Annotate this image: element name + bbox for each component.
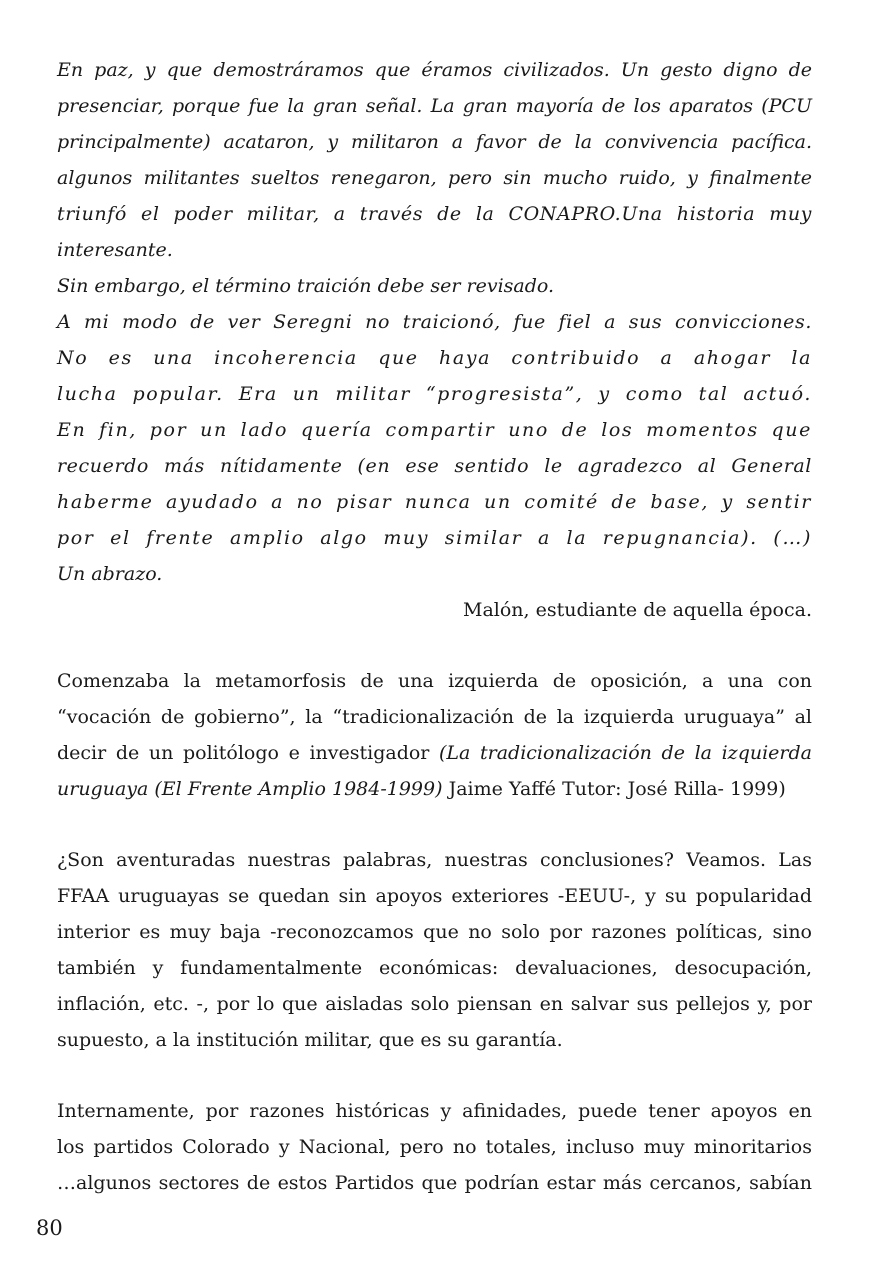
page-number: 80	[36, 1216, 63, 1240]
book-title: uruguaya (El Frente Amplio 1984-1999)	[57, 778, 443, 800]
paragraph-line	[57, 735, 812, 771]
quote-line: algunos militantes sueltos renegaron, pero sin mucho ruido, y finalmente	[57, 167, 812, 189]
quote-line: triunfó el poder militar, a través de la CONAPRO.Una historia muy	[57, 203, 812, 225]
quote-line: Un abrazo.	[57, 563, 163, 585]
quote-line: A mi modo de ver Seregni no traicionó, fue fiel a sus convicciones.	[57, 311, 812, 333]
paragraph-line: “vocación de gobierno”, la “tradicionalización de la izquierda uruguaya” al	[57, 706, 812, 728]
paragraph-2	[57, 842, 812, 1058]
paragraph-text: Jaime Yaffé Tutor: José Rilla- 1999)	[442, 778, 786, 800]
paragraph-1	[57, 663, 812, 807]
quote-line: haberme ayudado a no pisar nunca un comité de base, y sentir	[57, 491, 812, 513]
quote-line: En fin, por un lado quería compartir uno de los momentos que	[57, 419, 812, 441]
paragraph-text: decir de un politólogo e investigador	[57, 742, 440, 764]
paragraph-line: FFAA uruguayas se quedan sin apoyos exteriores -EEUU-, y su popularidad	[57, 885, 812, 907]
book-title: (La tradicionalización de la izquierda	[439, 742, 812, 764]
quote-line: presenciar, porque fue la gran señal. La gran mayoría de los aparatos (PCU	[57, 95, 812, 117]
quote-line: interesante.	[57, 239, 173, 261]
quote-line: recuerdo más nítidamente (en ese sentido le agradezco al General	[57, 455, 812, 477]
paragraph-line: …algunos sectores de estos Partidos que podrían estar más cercanos, sabían	[57, 1172, 812, 1194]
quote-signature: Malón, estudiante de aquella época.	[463, 599, 812, 621]
paragraph-line: inflación, etc. -, por lo que aisladas solo piensan en salvar sus pellejos y, por	[57, 993, 812, 1015]
quote-line: por el frente amplio algo muy similar a la repugnancia). (…)	[57, 527, 812, 549]
paragraph-gap	[57, 807, 812, 842]
paragraph-line: los partidos Colorado y Nacional, pero no totales, incluso muy minoritarios	[57, 1136, 812, 1158]
quote-line: En paz, y que demostráramos que éramos civilizados. Un gesto digno de	[57, 59, 812, 81]
quote-line: Sin embargo, el término traición debe ser revisado.	[57, 275, 555, 297]
page-body	[57, 52, 812, 1201]
paragraph-line: interior es muy baja -reconozcamos que no solo por razones políticas, sino	[57, 921, 812, 943]
quote-line: principalmente) acataron, y militaron a favor de la convivencia pacífica.	[57, 131, 812, 153]
paragraph-line: Internamente, por razones históricas y afinidades, puede tener apoyos en	[57, 1100, 812, 1122]
paragraph-line: Comenzaba la metamorfosis de una izquierda de oposición, a una con	[57, 670, 812, 692]
paragraph-line	[57, 771, 812, 807]
paragraph-line: supuesto, a la institución militar, que es su garantía.	[57, 1029, 563, 1051]
paragraph-line: ¿Son aventuradas nuestras palabras, nuestras conclusiones? Veamos. Las	[57, 849, 812, 871]
quote-line: lucha popular. Era un militar “progresista”, y como tal actuó.	[57, 383, 812, 405]
paragraph-gap	[57, 1058, 812, 1093]
paragraph-line: también y fundamentalmente económicas: devaluaciones, desocupación,	[57, 957, 812, 979]
quote-block	[57, 52, 812, 628]
paragraph-3	[57, 1093, 812, 1201]
paragraph-gap	[57, 628, 812, 663]
quote-line: No es una incoherencia que haya contribuido a ahogar la	[57, 347, 812, 369]
